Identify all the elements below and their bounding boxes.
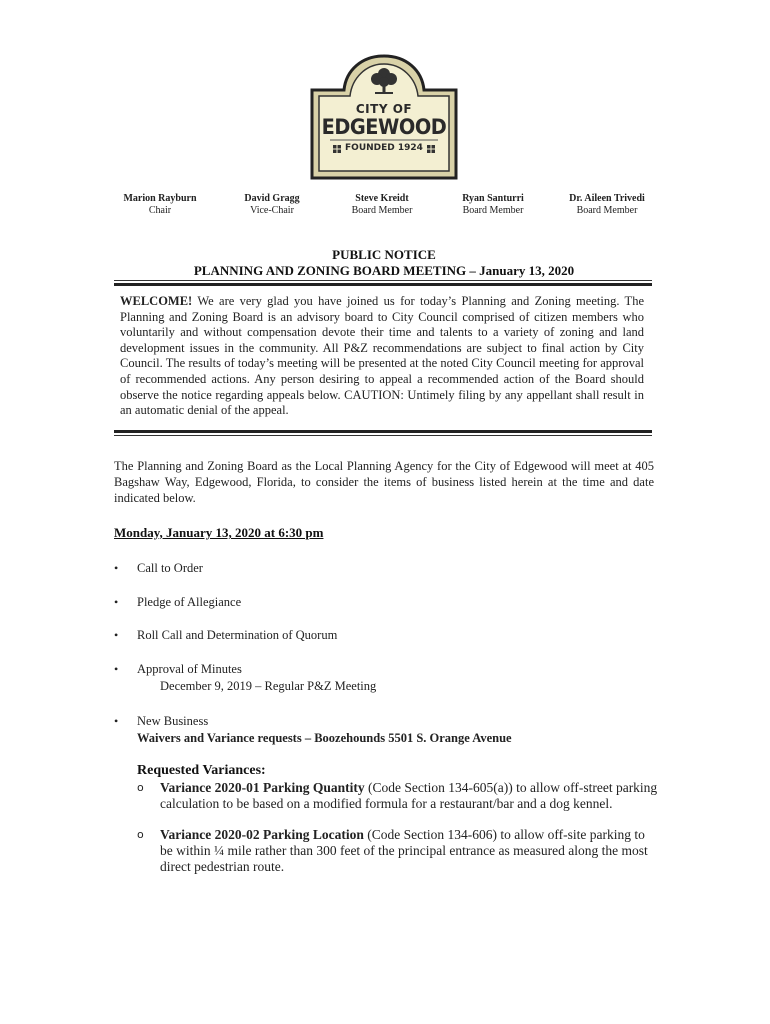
board-member — [212, 193, 332, 217]
board-member — [322, 193, 442, 217]
member-role: Board Member — [351, 205, 413, 216]
city-logo — [306, 50, 462, 180]
member-name: Steve Kreidt — [355, 193, 409, 204]
welcome-lead: WELCOME! — [120, 294, 193, 308]
welcome-body: We are very glad you have joined us for today’s Planning and Zoning meeting. The Planning and Zoning Board is an advisory board to City Council comprised of citizen members who voluntarily and without compensation devote their time and talents to a variety of zoning and land development issues in the community. All P&Z recommendations are subject to final action by City Council. The results of today’s meeting will be presented at the noted City Council meeting for approval of recommended actions. Any person desiring to appeal a recommended action of the Board should observe the notice regarding appeals below. CAUTION: Untimely filing by any appellant shall result in an automatic denial of the appeal. — [120, 294, 644, 418]
meeting-date: Monday, January 13, 2020 at 6:30 pm — [114, 525, 324, 540]
bullet-icon: • — [114, 628, 119, 642]
requested-variances-heading: Requested Variances: — [137, 763, 266, 778]
top-divider — [114, 280, 652, 286]
notice-title — [114, 247, 654, 279]
logo-city-of: CITY OF — [355, 102, 413, 116]
intro-paragraph: The Planning and Zoning Board as the Local Planning Agency for the City of Edgewood will meet at 405 Bagshaw Way, Edgewood, Florida, to consider the items of business listed herein at the time and date indicated below. — [114, 459, 654, 505]
welcome-paragraph — [120, 294, 644, 419]
agenda-item-label: Roll Call and Determination of Quorum — [137, 628, 338, 642]
agenda-item-label: Pledge of Allegiance — [137, 595, 242, 609]
board-member — [547, 193, 667, 217]
variance-description: (Code Section 134-606) to allow off-site parking to be within ¼ mile rather than 300 feet of the principal entrance as measured along the most direct pedestrian route. — [160, 827, 648, 874]
bullet-icon: • — [114, 714, 119, 728]
board-member — [433, 193, 553, 217]
new-business-detail: Waivers and Variance requests – Boozehounds 5501 S. Orange Avenue — [137, 731, 512, 745]
agenda-item-label: Call to Order — [137, 561, 203, 575]
bottom-divider — [114, 430, 652, 438]
bullet-icon: • — [114, 662, 119, 676]
member-name: David Gragg — [244, 193, 300, 204]
logo-city-name: EDGEWOOD — [321, 115, 447, 139]
minutes-detail: December 9, 2019 – Regular P&Z Meeting — [160, 679, 377, 693]
member-role: Chair — [148, 205, 172, 216]
agenda-item-label: Approval of Minutes — [137, 662, 242, 676]
variance-description: (Code Section 134-605(a)) to allow off-street parking calculation to be based on a modified formula for a restaurant/bar and a dog kennel. — [160, 780, 658, 811]
member-role: Board Member — [576, 205, 638, 216]
notice-heading: PUBLIC NOTICE — [332, 247, 436, 262]
circle-bullet-icon: o — [137, 828, 144, 841]
variance-title: Variance 2020-01 Parking Quantity — [160, 780, 365, 795]
logo-founded: FOUNDED 1924 — [345, 143, 423, 153]
member-name: Marion Rayburn — [123, 193, 197, 204]
member-role: Board Member — [462, 205, 524, 216]
agenda-item-label: New Business — [137, 714, 209, 728]
bullet-icon: • — [114, 561, 119, 575]
board-member — [100, 193, 220, 217]
bullet-icon: • — [114, 595, 119, 609]
member-role: Vice-Chair — [250, 205, 294, 216]
circle-bullet-icon: o — [137, 781, 144, 794]
variance-title: Variance 2020-02 Parking Location — [160, 827, 364, 842]
member-name: Ryan Santurri — [462, 193, 524, 204]
meeting-heading: PLANNING AND ZONING BOARD MEETING – January 13, 2020 — [193, 263, 575, 278]
member-name: Dr. Aileen Trivedi — [569, 193, 645, 204]
board-members-row — [100, 193, 680, 219]
